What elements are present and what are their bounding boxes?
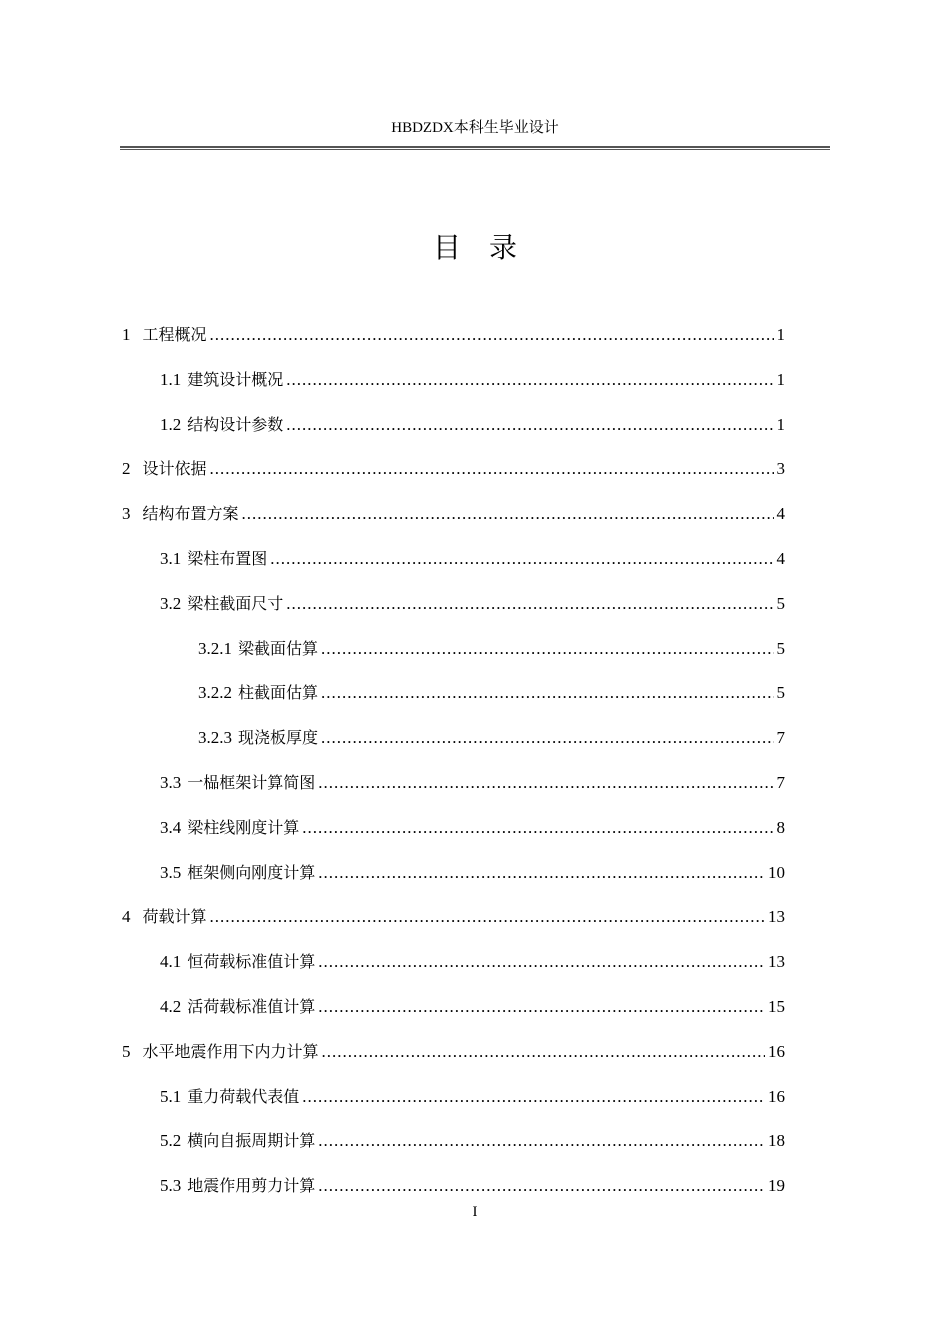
toc-entry[interactable] (160, 367, 785, 391)
toc-entry-label: 活荷载标准值计算 (187, 997, 316, 1016)
toc-entry[interactable] (160, 994, 785, 1018)
toc-entry-label: 水平地震作用下内力计算 (142, 1041, 319, 1061)
toc-leader-dots (302, 1087, 765, 1107)
toc-entry-label: 结构设计参数 (187, 414, 284, 434)
toc-entry-number: 3.1 (160, 549, 182, 568)
toc-entry-page: 13 (768, 907, 785, 927)
toc-entry-page: 5 (776, 593, 785, 613)
toc-entry-page: 1 (776, 325, 785, 344)
toc-leader-dots (321, 639, 773, 659)
toc-entry-number: 3.2.2 (198, 683, 232, 703)
toc-entry-page: 19 (768, 1176, 785, 1196)
toc-entry[interactable] (122, 904, 785, 928)
toc-entry[interactable] (160, 591, 785, 615)
toc-entry-label: 梁柱布置图 (187, 549, 268, 568)
toc-leader-dots (210, 907, 765, 927)
toc-entry-page: 7 (776, 728, 785, 748)
toc-entry[interactable] (160, 546, 785, 570)
toc-entry[interactable] (198, 636, 785, 660)
toc-entry-number: 3.5 (160, 862, 182, 882)
toc-entry[interactable] (160, 1084, 785, 1108)
toc-leader-dots (321, 728, 773, 748)
toc-entry-label: 梁截面估算 (238, 638, 319, 658)
running-header: HBDZDX本科生毕业设计 (391, 120, 559, 136)
toc-entry-page: 18 (768, 1131, 785, 1151)
toc-entry[interactable] (160, 770, 785, 794)
toc-entry-number: 5.2 (160, 1131, 182, 1151)
toc-entry-page: 1 (776, 369, 785, 389)
toc-entry[interactable] (160, 949, 785, 973)
toc-entry-page: 15 (768, 997, 785, 1016)
page-title (0, 226, 950, 266)
toc-leader-dots (318, 997, 765, 1017)
toc-leader-dots (286, 415, 773, 435)
toc-entry-page: 8 (776, 817, 785, 837)
toc-entry-page: 10 (768, 862, 785, 882)
toc-entry-number: 4.2 (160, 997, 182, 1016)
toc-entry-number: 1 (122, 325, 131, 344)
toc-leader-dots (286, 370, 773, 390)
toc-entry-label: 结构布置方案 (142, 504, 239, 524)
toc-entry[interactable] (122, 501, 785, 525)
toc-entry-number: 2 (122, 459, 131, 479)
toc-entry-number: 5 (122, 1041, 131, 1061)
toc-leader-dots (318, 863, 765, 883)
toc-leader-dots (322, 1042, 765, 1062)
toc-entry[interactable] (160, 412, 785, 436)
title-char: 目 (432, 231, 461, 264)
toc-leader-dots (318, 773, 773, 793)
toc-entry-label: 恒荷载标准值计算 (187, 952, 316, 972)
toc-entry-number: 1.1 (160, 369, 182, 389)
toc-entry-number: 3.2.1 (198, 638, 232, 658)
toc-entry-page: 4 (776, 549, 785, 568)
toc-leader-dots (270, 549, 773, 569)
toc-leader-dots (210, 459, 774, 479)
title-char: 录 (489, 231, 518, 264)
toc-entry-page: 16 (768, 1086, 785, 1106)
toc-entry-label: 现浇板厚度 (238, 728, 319, 748)
toc-entry-label: 重力荷载代表值 (187, 1086, 300, 1106)
toc-entry-label: 一榀框架计算简图 (187, 773, 316, 792)
toc-entry-page: 13 (768, 952, 785, 972)
toc-leader-dots (302, 818, 773, 838)
toc-entry-page: 1 (776, 414, 785, 434)
toc-entry-label: 设计依据 (142, 459, 207, 479)
toc-leader-dots (210, 325, 774, 345)
toc-entry-number: 3.2.3 (198, 728, 232, 748)
toc-entry-page: 4 (776, 504, 785, 524)
toc-entry-label: 工程概况 (142, 325, 207, 344)
toc-entry-label: 框架侧向刚度计算 (187, 862, 316, 882)
toc-entry-number: 1.2 (160, 414, 182, 434)
toc-entry[interactable] (160, 815, 785, 839)
toc-entry[interactable] (160, 860, 785, 884)
toc-entry[interactable] (122, 1039, 785, 1063)
toc-entry-page: 16 (768, 1041, 785, 1061)
toc-entry-label: 柱截面估算 (238, 683, 319, 703)
toc-entry-number: 5.3 (160, 1176, 182, 1196)
toc-entry-number: 3.2 (160, 593, 182, 613)
toc-entry-number: 4.1 (160, 952, 182, 972)
toc-entry[interactable] (122, 456, 785, 480)
toc-entry[interactable] (198, 725, 785, 749)
toc-entry-label: 荷载计算 (142, 907, 207, 927)
toc-entry-number: 3.3 (160, 773, 182, 792)
toc-entry-label: 横向自振周期计算 (187, 1131, 316, 1151)
toc-entry-page: 5 (776, 638, 785, 658)
toc-entry[interactable] (160, 1128, 785, 1152)
toc-leader-dots (318, 1176, 765, 1196)
toc-entry-label: 梁柱截面尺寸 (187, 593, 284, 613)
toc-leader-dots (242, 504, 774, 524)
toc-entry-number: 4 (122, 907, 131, 927)
toc-leader-dots (318, 1131, 765, 1151)
toc-leader-dots (286, 594, 773, 614)
toc-entry-number: 3.4 (160, 817, 182, 837)
page-number: I (472, 1204, 478, 1220)
toc-entry-page: 3 (776, 459, 785, 479)
toc-leader-dots (321, 683, 773, 703)
toc-entry-number: 3 (122, 504, 131, 524)
header-rule (120, 146, 830, 150)
toc-entry-page: 7 (776, 773, 785, 792)
toc-entry[interactable] (198, 680, 785, 704)
toc-entry-label: 梁柱线刚度计算 (187, 817, 300, 837)
toc-entry-label: 地震作用剪力计算 (187, 1176, 316, 1196)
toc-entry-label: 建筑设计概况 (187, 369, 284, 389)
toc-leader-dots (318, 952, 765, 972)
toc-entry-number: 5.1 (160, 1086, 182, 1106)
toc-entry[interactable] (160, 1173, 785, 1197)
toc-entry-page: 5 (776, 683, 785, 703)
toc-entry[interactable] (122, 322, 785, 346)
